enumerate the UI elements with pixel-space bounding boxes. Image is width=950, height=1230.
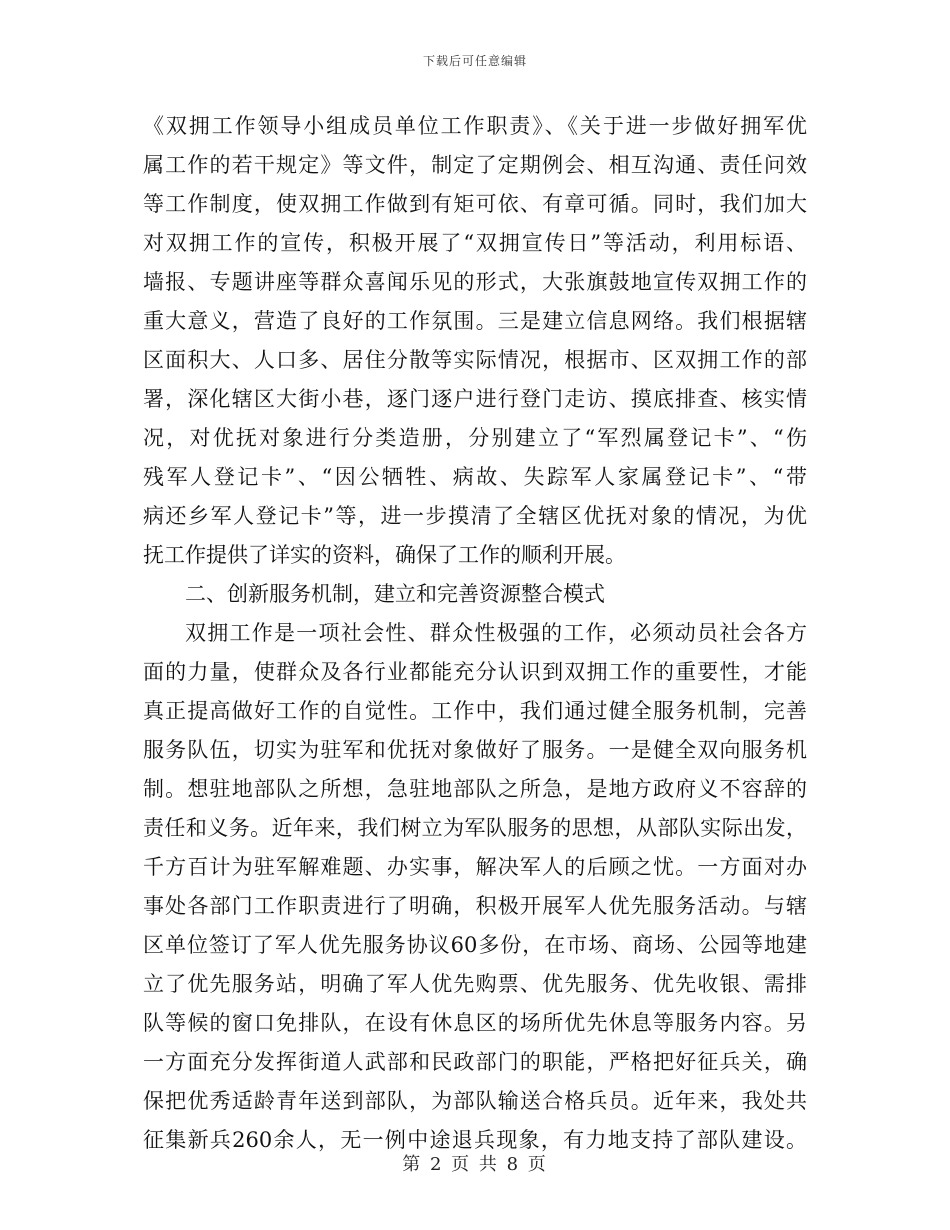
text-line: 事处各部门工作职责进行了明确，积极开展军人优先服务活动。与辖 <box>143 894 807 918</box>
text-line: 病还乡军人登记卡”等，进一步摸清了全辖区优抚对象的情况，为优 <box>143 504 807 528</box>
text-line: 制。想驻地部队之所想，急驻地部队之所急，是地方政府义不容辞的 <box>143 777 807 801</box>
text-line: 《双拥工作领导小组成员单位工作职责》、《关于进一步做好拥军优 <box>143 114 807 138</box>
text-line: 区面积大、人口多、居住分散等实际情况，根据市、区双拥工作的部 <box>143 348 807 372</box>
text-line: 责任和义务。近年来，我们树立为军队服务的思想，从部队实际出发， <box>143 816 807 840</box>
text-line: 千方百计为驻军解难题、办实事，解决军人的后顾之忧。一方面对办 <box>143 855 807 879</box>
text-line: 抚工作提供了详实的资料，确保了工作的顺利开展。 <box>143 543 626 567</box>
text-line: 面的力量，使群众及各行业都能充分认识到双拥工作的重要性，才能 <box>143 660 807 684</box>
text-line: 服务队伍，切实为驻军和优抚对象做好了服务。一是健全双向服务机 <box>143 738 807 762</box>
text-line: 对双拥工作的宣传，积极开展了“双拥宣传日”等活动，利用标语、 <box>143 231 807 255</box>
text-line: 征集新兵260余人，无一例中途退兵现象，有力地支持了部队建设。 <box>143 1128 807 1152</box>
text-line: 署，深化辖区大街小巷，逐门逐户进行登门走访、摸底排查、核实情 <box>143 387 807 411</box>
text-line: 属工作的若干规定》等文件，制定了定期例会、相互沟通、责任问效 <box>143 153 807 177</box>
text-line: 区单位签订了军人优先服务协议60多份，在市场、商场、公园等地建 <box>143 933 807 957</box>
text-line: 重大意义，营造了良好的工作氛围。三是建立信息网络。我们根据辖 <box>143 309 807 333</box>
document-body <box>143 107 807 1160</box>
text-line: 况，对优抚对象进行分类造册，分别建立了“军烈属登记卡”、“伤 <box>143 426 807 450</box>
text-line: 等工作制度，使双拥工作做到有矩可依、有章可循。同时，我们加大 <box>143 192 807 216</box>
text-line: 墙报、专题讲座等群众喜闻乐见的形式，大张旗鼓地宣传双拥工作的 <box>143 270 807 294</box>
text-line: 保把优秀适龄青年送到部队，为部队输送合格兵员。近年来，我处共 <box>143 1089 807 1113</box>
text-line: 残军人登记卡”、“因公牺牲、病故、失踪军人家属登记卡”、“带 <box>143 465 807 489</box>
text-line: 双拥工作是一项社会性、群众性极强的工作，必须动员社会各方 <box>185 621 807 645</box>
text-line: 立了优先服务站，明确了军人优先购票、优先服务、优先收银、需排 <box>143 972 807 996</box>
header-note: 下载后可任意编辑 <box>422 54 527 68</box>
text-line: 真正提高做好工作的自觉性。工作中，我们通过健全服务机制，完善 <box>143 699 807 723</box>
page-number-footer: 第 2 页 共 8 页 <box>402 1154 548 1175</box>
section-heading: 二、创新服务机制，建立和完善资源整合模式 <box>185 582 605 606</box>
text-line: 一方面充分发挥街道人武部和民政部门的职能，严格把好征兵关，确 <box>143 1050 807 1074</box>
text-line: 队等候的窗口免排队，在设有休息区的场所优先休息等服务内容。另 <box>143 1011 807 1035</box>
